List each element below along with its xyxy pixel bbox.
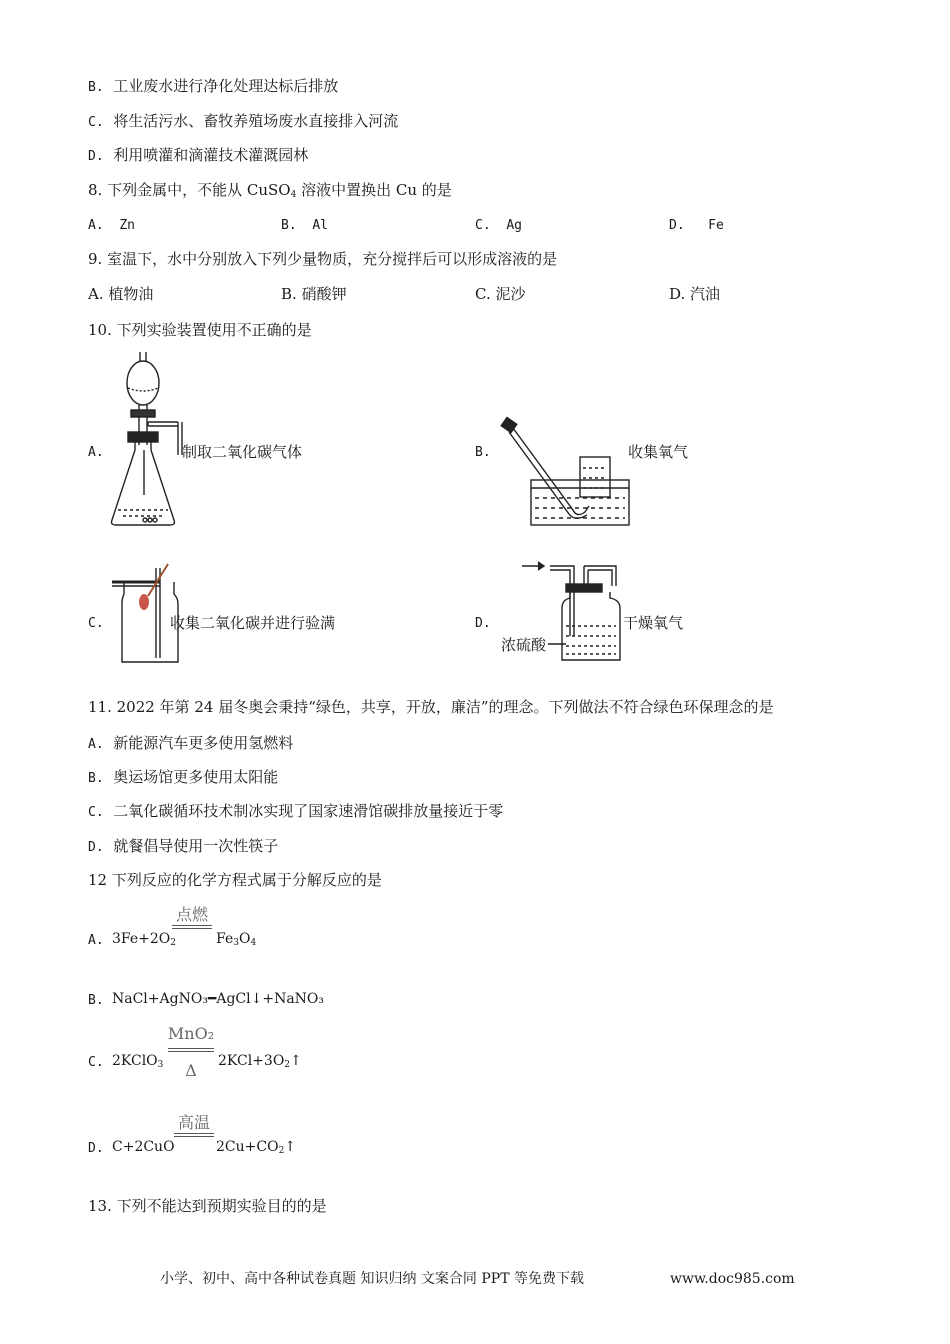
q10-option-a-letter: A. (88, 445, 104, 460)
q12-option-c-letter: C. (88, 1055, 104, 1070)
q12-option-c-heat: Δ (185, 1061, 197, 1080)
q12-option-a-left: $3Fe+2O_2$ (112, 931, 176, 948)
q10-option-b-text: 收集氧气 (628, 443, 689, 461)
q12-stem: 12 下列反应的化学方程式属于分解反应的是 (88, 871, 382, 889)
water-trough-figure (525, 420, 635, 530)
q12-option-d-letter: D. (88, 1141, 104, 1156)
q12-option-c-right: $2KCl+3O_2↑$ (218, 1053, 302, 1070)
q13-stem: 13. 下列不能达到预期实验目的的是 (88, 1197, 327, 1215)
q10-option-d-text: 干燥氧气 (623, 614, 684, 632)
q11-stem: 11. 2022 年第 24 届冬奥会秉持“绿色，共享，开放，廉洁”的理念。下列做法不符合绿色环保理念的是 (88, 698, 774, 716)
q12-option-a-condition: 点燃 (175, 905, 208, 924)
q7-option-d: D. 利用喷灌和滴灌技术灌溉园林 (88, 146, 309, 164)
conc-sulfuric-acid-label: 浓硫酸 (501, 636, 547, 654)
flame-icon (139, 594, 149, 610)
q9-option-a: A. 植物油 (88, 285, 154, 303)
q11-option-c: C. 二氧化碳循环技术制冰实现了国家速滑馆碳排放量接近于零 (88, 802, 504, 820)
footer-url[interactable]: www.doc985.com (670, 1271, 795, 1287)
q8-option-d: D. Fe (669, 218, 724, 233)
q12-option-a-equal-bar (172, 925, 212, 929)
q10-option-c-text: 收集二氧化碳并进行验满 (170, 614, 336, 632)
q12-option-c-catalyst: MnO₂ (167, 1024, 215, 1043)
q9-option-b: B. 硝酸钾 (281, 285, 347, 303)
q12-option-a-right: $Fe_3O_4$ (216, 931, 257, 948)
q10-option-d-letter: D. (475, 616, 491, 631)
q7-option-c: C. 将生活污水、畜牧养殖场废水直接排入河流 (88, 112, 399, 130)
q12-option-d-equal-bar (174, 1133, 214, 1137)
q12-option-c-left: 2KClO$_3$ (112, 1053, 164, 1070)
q10-option-a-text: 制取二氧化碳气体 (182, 443, 303, 461)
q10-stem: 10. 下列实验装置使用不正确的是 (88, 321, 312, 339)
q8-option-c: C. Ag (475, 218, 522, 233)
q12-option-b-equation: NaCl+AgNO₃━AgCl↓+NaNO₃ (112, 991, 325, 1007)
q12-option-c-equal-bar (168, 1048, 214, 1052)
q11-option-d: D. 就餐倡导使用一次性筷子 (88, 837, 279, 855)
q9-option-c: C. 泥沙 (475, 285, 526, 303)
q12-option-a-letter: A. (88, 933, 104, 948)
q12-option-d-left: C+2CuO (112, 1139, 175, 1155)
q12-option-d-right: $2Cu+CO_2↑$ (216, 1139, 297, 1156)
q9-option-d: D. 汽油 (669, 285, 721, 303)
q9-stem: 9. 室温下，水中分别放入下列少量物质，充分搅拌后可以形成溶液的是 (88, 250, 558, 268)
q12-option-b-letter: B. (88, 993, 104, 1008)
q7-option-b: B. 工业废水进行净化处理达标后排放 (88, 77, 339, 95)
q12-option-d-condition: 高温 (177, 1113, 210, 1132)
flask-apparatus-figure (108, 350, 188, 530)
q8-option-a: A. Zn (88, 218, 135, 233)
q11-option-a: A. 新能源汽车更多使用氢燃料 (88, 734, 294, 752)
q11-option-b: B. 奥运场馆更多使用太阳能 (88, 768, 279, 786)
footer-text: 小学、初中、高中各种试卷真题 知识归纳 文案合同 PPT 等免费下载 (160, 1271, 584, 1287)
q10-option-b-letter: B. (475, 445, 491, 460)
q8-stem: 8. 下列金属中，不能从 CuSO$_4$ 溶液中置换出 Cu 的是 (88, 181, 452, 200)
q10-option-c-letter: C. (88, 616, 104, 631)
q8-option-b: B. Al (281, 218, 328, 233)
